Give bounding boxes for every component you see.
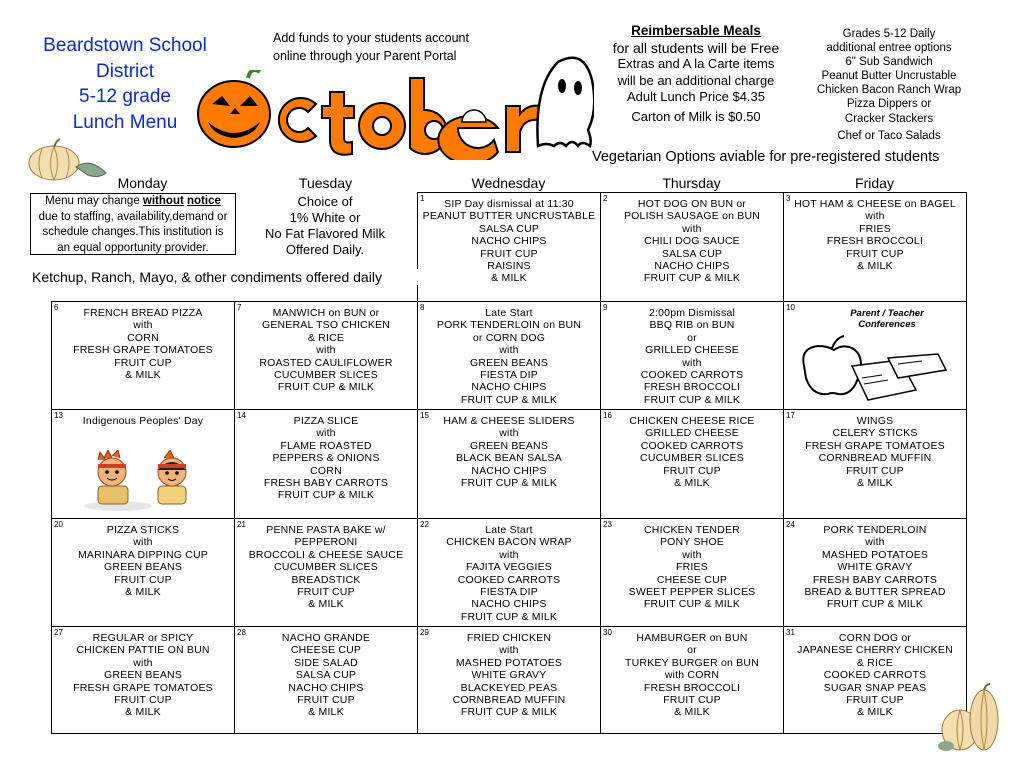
menu-line: & MILK <box>125 586 161 599</box>
menu-line: PORK TENDERLOIN <box>823 524 927 536</box>
menu-items <box>239 632 413 719</box>
menu-line: or <box>687 644 697 657</box>
menu-line: FRUIT CUP <box>480 247 538 260</box>
menu-line: COOKED CARROTS <box>640 369 744 382</box>
milk-line: Choice of <box>297 194 353 209</box>
menu-line: CORN <box>310 464 342 477</box>
menu-items <box>788 524 962 611</box>
calendar-cell <box>51 301 235 411</box>
menu-line: Late Start <box>485 524 533 536</box>
menu-line: FRENCH BREAD PIZZA <box>83 307 203 319</box>
day-header-thursday: Thursday <box>662 175 721 191</box>
menu-line: FRUIT CUP <box>114 694 172 707</box>
menu-line: with <box>133 656 153 669</box>
menu-items <box>422 632 596 719</box>
menu-line: NACHO GRANDE <box>281 632 371 644</box>
menu-items <box>239 415 413 502</box>
calendar-cell <box>600 626 784 734</box>
menu-line: BLACKEYED PEAS <box>460 681 558 694</box>
menu-line: CORNBREAD MUFFIN <box>452 694 566 707</box>
menu-items <box>788 198 962 272</box>
menu-line: BREAD & BUTTER SPREAD <box>804 586 946 599</box>
extra-line: Chef or Taco Salads <box>837 129 941 142</box>
calendar-cell <box>234 518 418 628</box>
notice-line: schedule changes.This institution is <box>42 226 224 238</box>
calendar-cell <box>417 518 601 628</box>
menu-line: REGULAR or SPICY <box>92 632 194 644</box>
menu-line: FRESH BABY CARROTS <box>263 477 389 490</box>
menu-line: HAMBURGER on BUN <box>636 632 748 644</box>
menu-line: Late Start <box>485 307 533 319</box>
menu-items <box>239 524 413 611</box>
menu-line: CORN <box>127 331 159 344</box>
children-illustration-icon <box>76 450 216 512</box>
menu-line: FRUIT CUP & MILK <box>826 598 924 611</box>
calendar-cell <box>600 518 784 628</box>
menu-line: CUCUMBER SLICES <box>640 452 744 465</box>
menu-line: ROASTED CAULIFLOWER <box>259 356 393 369</box>
menu-line: SALSA CUP <box>295 669 357 682</box>
menu-line: FRUIT CUP <box>846 694 904 707</box>
date-number: 20 <box>54 520 63 529</box>
menu-items <box>239 307 413 394</box>
calendar-cell <box>51 626 235 734</box>
menu-items <box>56 632 230 719</box>
notice-bold-notice: notice <box>187 195 221 207</box>
menu-line: CUCUMBER SLICES <box>274 369 378 382</box>
reimbursable-line: for all students will be Free <box>612 39 780 56</box>
menu-line: NACHO CHIPS <box>288 681 364 694</box>
menu-line: SIP Day dismissal at 11:30 <box>444 198 574 210</box>
calendar-cell <box>783 301 967 411</box>
menu-line: & MILK <box>857 706 893 719</box>
menu-line: FRESH GRAPE TOMATOES <box>805 439 945 452</box>
calendar-cell <box>234 409 418 519</box>
calendar-cell <box>417 192 601 302</box>
extra-entree-options <box>806 27 972 143</box>
menu-line: & MILK <box>674 477 710 490</box>
menu-line: CUCUMBER SLICES <box>274 561 378 574</box>
date-number: 8 <box>420 303 425 312</box>
menu-line: FRUIT CUP <box>846 247 904 260</box>
notice-line: due to staffing, availability,demand or <box>38 210 228 223</box>
letter-c-icon <box>279 98 316 142</box>
menu-line: FRUIT CUP <box>846 464 904 477</box>
menu-line: HAM & CHEESE SLIDERS <box>443 415 575 427</box>
menu-line: & MILK <box>491 272 527 285</box>
reimbursable-title: Reimbersable Meals <box>631 23 761 38</box>
menu-line: CHILI DOG SAUCE <box>644 235 740 248</box>
milk-line: No Fat Flavored Milk <box>265 226 385 241</box>
day-header-monday: Monday <box>117 175 168 191</box>
extra-line: Cracker Stackers <box>844 112 934 125</box>
calendar-cell <box>51 518 235 628</box>
jack-o-lantern-icon <box>198 70 270 147</box>
menu-items <box>56 415 230 427</box>
menu-line: PIZZA SLICE <box>293 415 359 427</box>
menu-line: CHICKEN TENDER <box>644 524 740 536</box>
menu-line: FRESH GRAPE TOMATOES <box>73 344 213 357</box>
menu-line: MASHED POTATOES <box>455 656 563 669</box>
menu-items <box>422 415 596 489</box>
menu-items <box>605 415 779 489</box>
menu-line: & MILK <box>125 369 161 382</box>
menu-line: GREEN BEANS <box>103 669 183 682</box>
vegetarian-note: Vegetarian Options aviable for pre-registered students <box>592 149 940 165</box>
milk-line: Offered Daily. <box>285 242 365 257</box>
calendar-cell <box>600 301 784 411</box>
district-line: Lunch Menu <box>72 111 178 133</box>
menu-line: CHICKEN PATTIE ON BUN <box>76 644 210 657</box>
menu-line: & MILK <box>308 706 344 719</box>
menu-line: FRIED CHICKEN <box>466 632 552 644</box>
menu-line: PORK TENDERLOIN on BUN <box>436 319 582 332</box>
menu-line: BBQ RIB on BUN <box>649 319 735 332</box>
menu-line: GRILLED CHEESE <box>645 427 739 440</box>
menu-line: JAPANESE CHERRY CHICKEN <box>797 644 953 657</box>
calendar-cell <box>783 518 967 628</box>
extra-line: additional entree options <box>826 42 952 55</box>
menu-line: 2:00pm Dismissal <box>648 307 736 319</box>
menu-line: HOT HAM & CHEESE on BAGEL <box>794 198 956 210</box>
calendar-cell <box>417 301 601 411</box>
menu-line: FRESH GRAPE TOMATOES <box>73 681 213 694</box>
district-line: District <box>95 60 155 82</box>
menu-line: HOT DOG ON BUN or <box>637 198 747 210</box>
menu-line: WHITE GRAVY <box>837 561 913 574</box>
letter-t-icon <box>322 92 354 155</box>
date-number: 24 <box>786 520 795 529</box>
calendar-cell <box>417 626 601 734</box>
menu-line: or <box>687 331 697 344</box>
calendar-cell <box>783 409 967 519</box>
date-number: 27 <box>54 628 63 637</box>
day-header-wednesday: Wednesday <box>471 175 546 191</box>
menu-line: CHEESE CUP <box>656 573 728 586</box>
menu-line: CHICKEN BACON WRAP <box>446 536 572 549</box>
menu-items <box>605 524 779 611</box>
menu-line: SUGAR SNAP PEAS <box>823 681 927 694</box>
menu-line: FRUIT CUP & MILK <box>460 610 558 623</box>
menu-line: FRUIT CUP & MILK <box>277 489 375 502</box>
menu-line: & MILK <box>857 260 893 273</box>
extra-line: Pizza Dippers or <box>846 98 932 111</box>
menu-line: WINGS <box>856 415 894 427</box>
menu-line: NACHO CHIPS <box>471 464 547 477</box>
menu-line: with <box>865 210 885 223</box>
menu-line: GRILLED CHEESE <box>645 344 739 357</box>
menu-line: FRESH BROCCOLI <box>643 681 741 694</box>
menu-line: FRESH BABY CARROTS <box>812 573 938 586</box>
notice-bold-without: without <box>142 195 184 207</box>
date-number: 6 <box>54 303 59 312</box>
menu-line: SIDE SALAD <box>294 656 358 669</box>
reimbursable-line: Carton of Milk is $0.50 <box>631 108 761 124</box>
menu-line: PONY SHOE <box>659 536 725 549</box>
menu-line: FRESH BROCCOLI <box>643 381 741 394</box>
extra-line: Chicken Bacon Ranch Wrap <box>816 84 962 97</box>
menu-line: CORNBREAD MUFFIN <box>818 452 932 465</box>
menu-line: GREEN BEANS <box>103 561 183 574</box>
menu-line: NACHO CHIPS <box>471 381 547 394</box>
milk-choice-note <box>241 194 409 258</box>
funds-line: Add funds to your students account <box>273 31 469 45</box>
menu-line: FRUIT CUP & MILK <box>460 393 558 406</box>
menu-line: MARINARA DIPPING CUP <box>77 548 209 561</box>
day-header-friday: Friday <box>855 175 894 191</box>
change-notice <box>30 193 236 255</box>
menu-line: COOKED CARROTS <box>457 573 561 586</box>
date-number: 21 <box>237 520 246 529</box>
menu-line: TURKEY BURGER on BUN <box>625 656 759 669</box>
menu-line: FAJITA VEGGIES <box>465 561 553 574</box>
notice-prefix: Menu may change <box>45 195 143 207</box>
calendar-cell <box>600 409 784 519</box>
extra-line: 6" Sub Sandwich <box>845 56 933 69</box>
menu-items <box>422 524 596 623</box>
menu-line: BREADSTICK <box>291 573 361 586</box>
menu-line: with <box>682 548 702 561</box>
menu-line: PIZZA STICKS <box>106 524 180 536</box>
menu-line: RAISINS <box>487 260 531 273</box>
menu-line: FRUIT CUP <box>663 694 721 707</box>
reimbursable-line: Extras and A la Carte items <box>617 56 775 72</box>
day-header-tuesday: Tuesday <box>298 175 353 191</box>
date-number: 2 <box>603 194 608 203</box>
reimbursable-meals-note <box>598 23 794 126</box>
date-number: 17 <box>786 411 795 420</box>
date-number: 9 <box>603 303 608 312</box>
reimbursable-line: Adult Lunch Price $4.35 <box>626 89 766 105</box>
menu-line: & RICE <box>856 656 894 669</box>
menu-line: MASHED POTATOES <box>821 548 929 561</box>
menu-line: FRUIT CUP <box>114 356 172 369</box>
date-number: 1 <box>420 194 425 203</box>
menu-line: with <box>499 548 519 561</box>
menu-line: WHITE GRAVY <box>471 669 547 682</box>
calendar-cell <box>234 301 418 411</box>
calendar-cell <box>417 409 601 519</box>
menu-line: MANWICH on BUN or <box>272 307 380 319</box>
conference-heading-line: Parent / Teacher <box>850 308 924 319</box>
menu-line: FRUIT CUP <box>297 694 355 707</box>
menu-line: Indigenous Peoples' Day <box>82 415 204 427</box>
menu-items <box>788 415 962 489</box>
menu-line: with CORN <box>664 669 720 682</box>
menu-items <box>56 524 230 598</box>
menu-line: with <box>499 344 519 357</box>
menu-line: FRIES <box>676 561 708 574</box>
menu-line: with <box>316 427 336 440</box>
calendar-cell <box>600 192 784 302</box>
menu-line: NACHO CHIPS <box>471 598 547 611</box>
menu-line: FRIES <box>859 222 891 235</box>
menu-line: FRESH BROCCOLI <box>826 235 924 248</box>
menu-items <box>605 198 779 285</box>
conference-heading-line: Conferences <box>858 319 916 330</box>
menu-line: FRUIT CUP & MILK <box>643 393 741 406</box>
menu-line: & MILK <box>125 706 161 719</box>
menu-line: GREEN BEANS <box>469 356 549 369</box>
district-line: 5-12 grade <box>79 86 171 107</box>
menu-items <box>788 632 962 719</box>
calendar-cell <box>234 626 418 734</box>
menu-line: PENNE PASTA BAKE w/ <box>266 524 386 536</box>
extra-line: Peanut Butter Uncrustable <box>821 70 957 83</box>
milk-line: 1% White or <box>289 210 361 225</box>
menu-line: with <box>865 536 885 549</box>
menu-line: SWEET PEPPER SLICES <box>628 586 756 599</box>
reimbursable-line: will be an additional charge <box>617 72 775 88</box>
notice-line: an equal opportunity provider. <box>57 241 209 254</box>
menu-line: FRUIT CUP & MILK <box>460 706 558 719</box>
menu-line: COOKED CARROTS <box>823 669 927 682</box>
menu-line: POLISH SAUSAGE on BUN <box>623 210 761 223</box>
menu-line: with <box>499 427 519 440</box>
date-number: 3 <box>786 194 791 203</box>
date-number: 16 <box>603 411 612 420</box>
apple-papers-icon <box>792 326 952 406</box>
menu-line: with <box>133 319 153 332</box>
menu-line: FRUIT CUP & MILK <box>643 598 741 611</box>
extra-line: Grades 5-12 Daily <box>842 28 936 40</box>
menu-line: PEANUT BUTTER UNCRUSTABLE <box>422 210 596 223</box>
menu-items <box>56 307 230 381</box>
date-number: 13 <box>54 411 63 420</box>
menu-line: BROCCOLI & CHEESE SAUCE <box>248 548 404 561</box>
ghost-icon <box>528 52 594 152</box>
date-number: 14 <box>237 411 246 420</box>
menu-line: with <box>682 222 702 235</box>
district-line: Beardstown School <box>43 35 207 56</box>
menu-line: FRUIT CUP & MILK <box>460 477 558 490</box>
menu-line: & MILK <box>857 477 893 490</box>
menu-line: SALSA CUP <box>661 247 723 260</box>
menu-line: CHEESE CUP <box>290 644 362 657</box>
menu-line: PEPPERS & ONIONS <box>272 452 380 465</box>
date-number: 31 <box>786 628 795 637</box>
menu-line: CORN DOG or <box>838 632 912 644</box>
menu-line: GREEN BEANS <box>469 439 549 452</box>
menu-line: or CORN DOG <box>472 331 546 344</box>
menu-line: with <box>133 536 153 549</box>
menu-line: & RICE <box>307 331 345 344</box>
menu-line: & MILK <box>674 706 710 719</box>
menu-items <box>605 632 779 719</box>
menu-line: FIESTA DIP <box>480 586 538 599</box>
menu-line: with <box>316 344 336 357</box>
menu-line: COOKED CARROTS <box>640 439 744 452</box>
menu-line: FRUIT CUP <box>297 586 355 599</box>
cream-pumpkins-icon <box>938 682 1002 754</box>
date-number: 15 <box>420 411 429 420</box>
date-number: 10 <box>786 303 795 312</box>
menu-line: BLACK BEAN SALSA <box>456 452 562 465</box>
menu-items <box>605 307 779 406</box>
condiments-note: Ketchup, Ranch, Mayo, & other condiments offered daily <box>32 269 452 285</box>
menu-line: NACHO CHIPS <box>471 235 547 248</box>
menu-line: FLAME ROASTED <box>280 439 372 452</box>
menu-line: FRUIT CUP & MILK <box>277 381 375 394</box>
notice-first-line <box>31 194 235 210</box>
date-number: 7 <box>237 303 242 312</box>
menu-line: GENERAL TSO CHICKEN <box>261 319 391 332</box>
menu-items <box>422 307 596 406</box>
date-number: 22 <box>420 520 429 529</box>
menu-line: CHICKEN CHEESE RICE <box>629 415 755 427</box>
date-number: 30 <box>603 628 612 637</box>
calendar-cell <box>783 192 967 302</box>
menu-line: with <box>499 644 519 657</box>
menu-line: CELERY STICKS <box>832 427 918 440</box>
date-number: 29 <box>420 628 429 637</box>
calendar-cell <box>51 409 235 519</box>
menu-line: PEPPERONI <box>294 536 358 549</box>
menu-line: & MILK <box>308 598 344 611</box>
menu-line: with <box>682 356 702 369</box>
date-number: 23 <box>603 520 612 529</box>
menu-line: NACHO CHIPS <box>654 260 730 273</box>
menu-line: FRUIT CUP <box>663 464 721 477</box>
menu-line: FIESTA DIP <box>480 369 538 382</box>
funds-line: online through your Parent Portal <box>273 48 457 63</box>
menu-line: FRUIT CUP & MILK <box>643 272 741 285</box>
funds-note <box>273 30 503 65</box>
date-number: 28 <box>237 628 246 637</box>
menu-line: SALSA CUP <box>478 222 540 235</box>
menu-line: FRUIT CUP <box>114 573 172 586</box>
